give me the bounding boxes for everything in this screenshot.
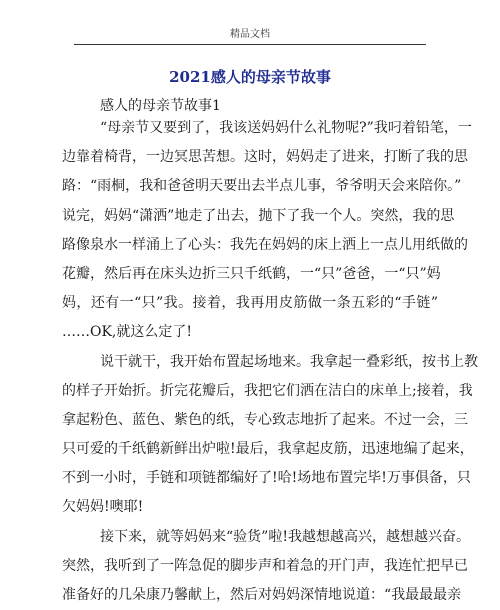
document-title: 2021感人的母亲节故事 bbox=[169, 68, 331, 86]
text-line: 说完，妈妈“潇洒”地走了出去，抛下了我一个人。突然，我的思 bbox=[62, 207, 455, 224]
text-line: 拿起粉色、蓝色、紫色的纸，专心致志地折了起来。不过一会，三 bbox=[62, 411, 468, 428]
story-subtitle: 感人的母亲节故事1 bbox=[100, 98, 221, 114]
header-text: 精品文档 bbox=[230, 29, 270, 40]
text-line: 突然，我听到了一阵急促的脚步声和着急的开门声，我连忙把早已 bbox=[62, 557, 468, 574]
story-body bbox=[62, 114, 478, 610]
text-line: 妈，还有一“只”我。接着，我再用皮筋做一条五彩的“手链” bbox=[62, 295, 438, 312]
page-header bbox=[74, 22, 426, 45]
text-line: 欠妈妈!噢耶! bbox=[62, 499, 144, 516]
text-line: 路：“雨桐，我和爸爸明天要出去半点儿事，爷爷明天会来陪你。” bbox=[62, 178, 462, 195]
text-line: 只可爱的千纸鹤新鲜出炉啦!最后，我拿起皮筋，迅速地编了起来， bbox=[62, 441, 474, 458]
text-line: ……OK,就这么定了! bbox=[62, 324, 193, 341]
text-line: 花瓣，然后再在床头边折三只千纸鹤，一“只”爸爸，一“只”妈 bbox=[62, 265, 441, 282]
text-line: “母亲节又要到了，我该送妈妈什么礼物呢?”我叼着铅笔，一 bbox=[100, 120, 472, 136]
text-line: 接下来，就等妈妈来“验货”啦!我越想越高兴，越想越兴奋。 bbox=[100, 528, 470, 545]
text-line: 不到一小时，手链和项链都编好了!哈!场地布置完毕!万事俱备，只 bbox=[62, 470, 471, 487]
text-line: 路像泉水一样涌上了心头：我先在妈妈的床上洒上一点儿用纸做的 bbox=[62, 236, 468, 253]
text-line: 边靠着椅背，一边冥思苦想。这时，妈妈走了进来，打断了我的思 bbox=[62, 149, 468, 166]
text-line: 说干就干，我开始布置起场地来。我拿起一叠彩纸，按书上教 bbox=[100, 353, 478, 370]
text-line: 准备好的几朵康乃馨献上，然后对妈妈深情地说道：“我最最最亲 bbox=[62, 587, 462, 603]
text-line: 的样子开始折。折完花瓣后，我把它们洒在洁白的床单上;接着，我 bbox=[62, 382, 473, 399]
